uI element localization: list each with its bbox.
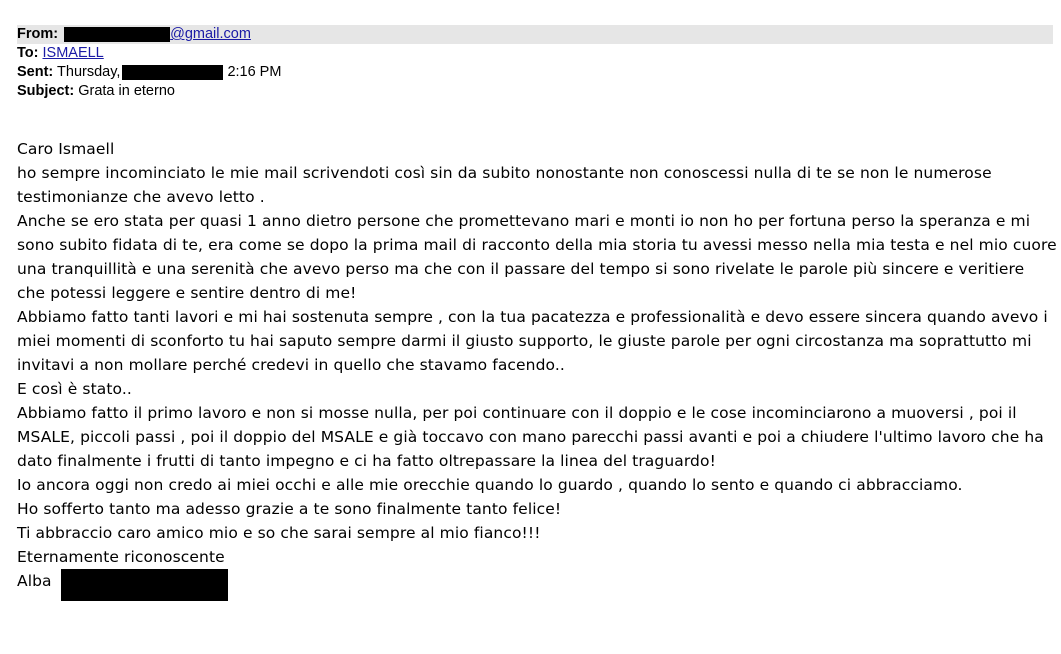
redacted-surname [61,569,228,601]
to-label: To: [17,45,39,61]
to-row [17,44,104,62]
from-email-link[interactable]: @gmail.com [170,26,251,42]
body-line-1: ho sempre incominciato le mie mail scrivendoti così sin da subito nonostante non conoscessi nulla di te se non le numerose testimonianze che avevo letto . [17,164,992,206]
subject-label: Subject: [17,83,75,99]
body-line-2: Anche se ero stata per quasi 1 anno dietro persone che promettevano mari e monti io non ho per fortuna perso la speranza e mi sono subito fidata di te, era come se dopo la prima mail di racconto della mia storia tu avessi messo nella mia testa e nel mio cuore una tranquillità e una serenità che avevo perso ma che con il passare del tempo si sono rivelate le parole più sincere e veritiere che potessi leggere e sentire dentro di me! [17,212,1057,302]
sent-row [17,63,281,81]
redacted-sent-date [122,65,223,80]
to-recipient-link[interactable]: ISMAELL [42,45,104,61]
body-line-3: Abbiamo fatto tanti lavori e mi hai sostenuta sempre , con la tua pacatezza e professionalità e devo essere sincera quando avevo i miei momenti di sconforto tu hai saputo sempre darmi il giusto supporto, le giuste parole per ogni circostanza ma soprattutto mi invitavi a non mollare perché credevi in quello che stavamo facendo.. [17,308,1048,374]
body-line-5: Abbiamo fatto il primo lavoro e non si mosse nulla, per poi continuare con il doppio e le cose incominciarono a muoversi , poi il MSALE, piccoli passi , poi il doppio del MSALE e già toccavo con mano parecchi passi avanti e poi a chiudere l'ultimo lavoro che ha dato finalmente i frutti di tanto impegno e ci ha fatto oltrepassare la linea del traguardo! [17,404,1044,470]
closing: Eternamente riconoscente [17,548,225,566]
body-line-8: Ti abbraccio caro amico mio e so che sarai sempre al mio fianco!!! [17,524,541,542]
body-line-7: Ho sofferto tanto ma adesso grazie a te sono finalmente tanto felice! [17,500,562,518]
signature-name: Alba [17,572,52,590]
subject-value: Grata in eterno [78,83,175,99]
subject-row [17,82,175,100]
greeting: Caro Ismaell [17,140,115,158]
email-body [17,137,1057,593]
sent-label: Sent: [17,64,54,80]
sent-time: 2:16 PM [227,64,282,80]
from-label: From: [17,26,59,42]
from-row [17,25,251,43]
sent-day: Thursday, [57,64,121,80]
redacted-sender-name [64,27,170,42]
signature [17,569,1057,593]
body-line-4: E così è stato.. [17,380,132,398]
body-line-6: Io ancora oggi non credo ai miei occhi e alle mie orecchie quando lo guardo , quando lo sento e quando ci abbracciamo. [17,476,963,494]
